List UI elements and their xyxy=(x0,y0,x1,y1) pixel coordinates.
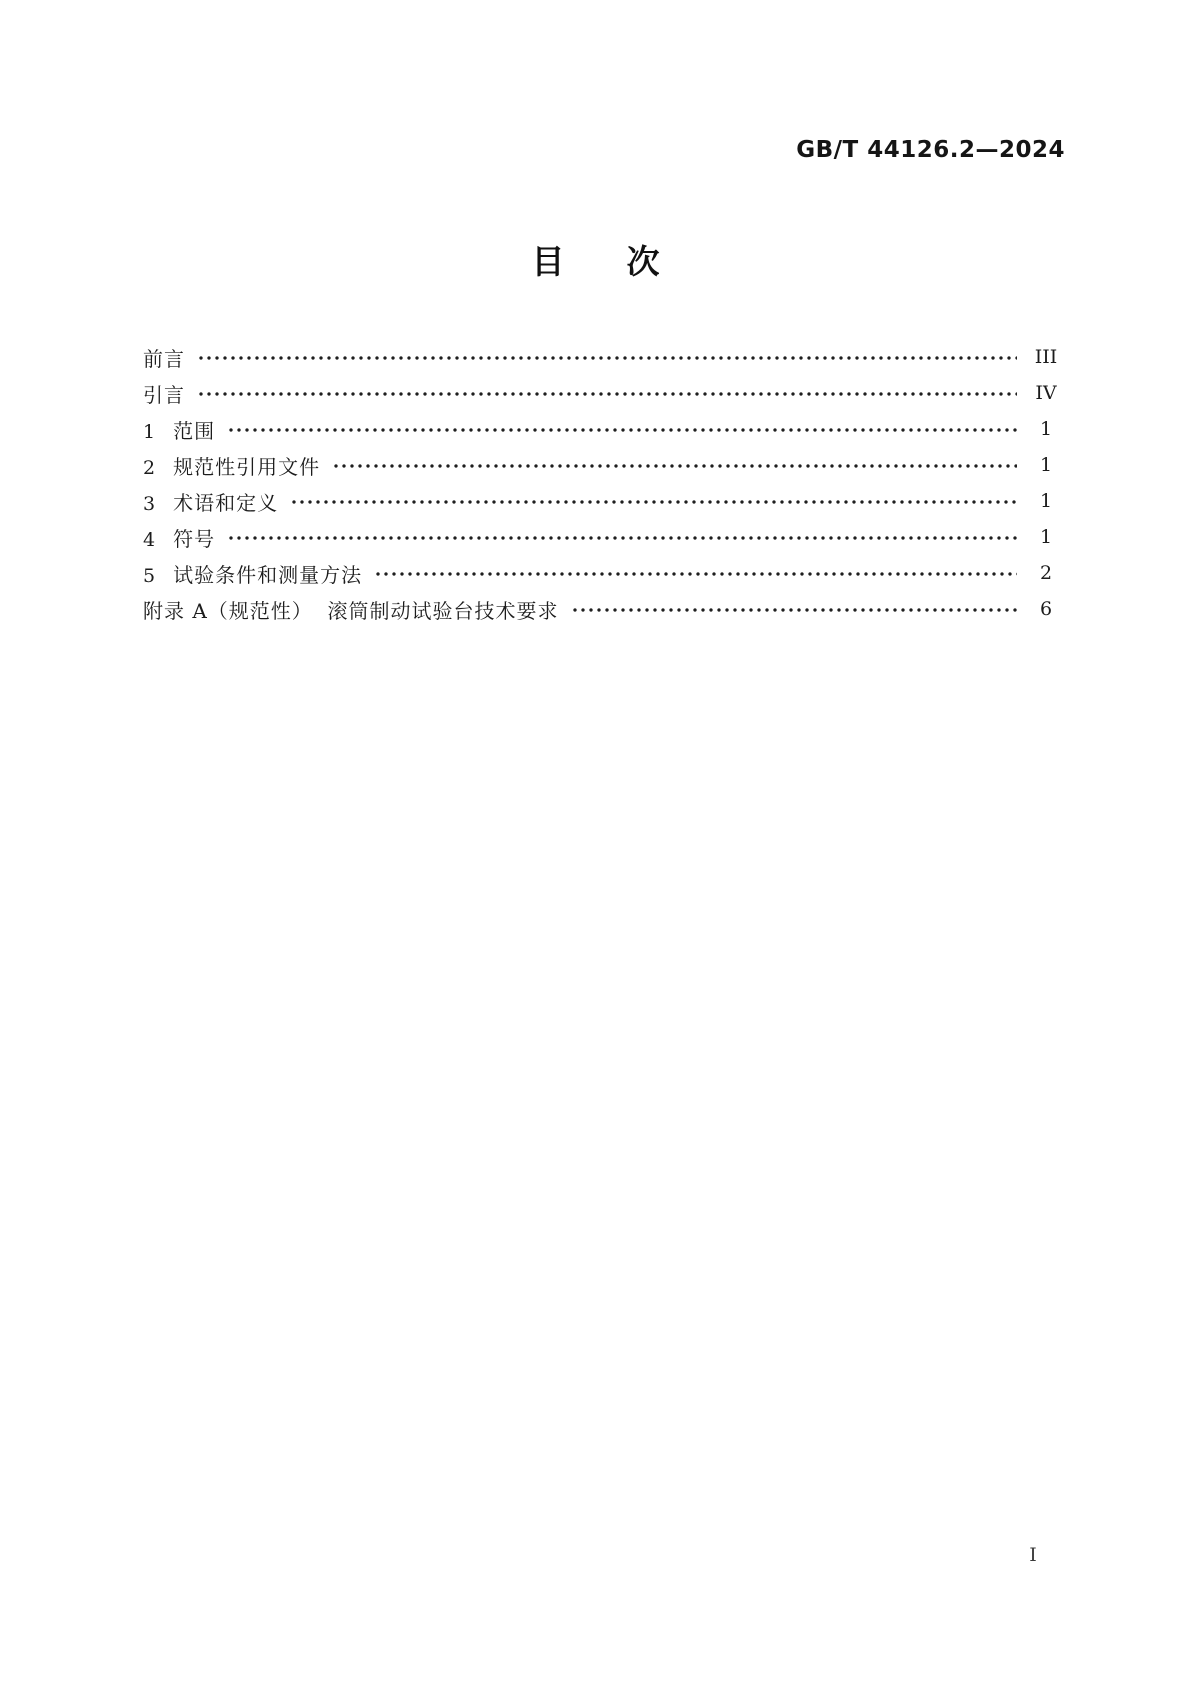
toc-entry-page: 1 xyxy=(1039,490,1053,512)
standard-code-header: GB/T 44126.2—2024 xyxy=(796,137,1065,163)
dot-leader xyxy=(197,384,1017,404)
toc-entry-label: 1 范围 xyxy=(143,418,216,443)
toc-entry-test-conditions xyxy=(143,555,1065,591)
toc-entry-label: 前言 xyxy=(143,346,185,371)
toc-entry-terms-definitions xyxy=(143,483,1065,519)
dot-leader xyxy=(227,528,1017,548)
dot-leader xyxy=(227,420,1017,440)
toc-entry-page: 1 xyxy=(1039,526,1053,548)
toc-entry-label: 附录 A（规范性） 滚筒制动试验台技术要求 xyxy=(143,598,559,623)
toc-entry-page: III xyxy=(1034,346,1058,368)
toc-entry-label: 3 术语和定义 xyxy=(143,490,279,515)
dot-leader xyxy=(332,456,1017,476)
toc-title-char-1: 目 xyxy=(531,242,565,281)
toc-entry-label: 5 试验条件和测量方法 xyxy=(143,562,363,587)
dot-leader xyxy=(374,564,1017,584)
toc-entry-page: 1 xyxy=(1039,454,1053,476)
toc-entry-page: 6 xyxy=(1039,598,1053,620)
toc-entry-page: IV xyxy=(1035,382,1057,404)
toc-entry-foreword xyxy=(143,339,1065,375)
toc-title-char-2: 次 xyxy=(626,242,660,281)
table-of-contents xyxy=(143,339,1065,627)
toc-entry-page: 2 xyxy=(1039,562,1053,584)
dot-leader xyxy=(290,492,1017,512)
toc-title xyxy=(0,243,1191,281)
toc-entry-introduction xyxy=(143,375,1065,411)
toc-entry-label: 2 规范性引用文件 xyxy=(143,454,321,479)
toc-entry-label: 引言 xyxy=(143,382,185,407)
toc-entry-page: 1 xyxy=(1039,418,1053,440)
toc-entry-scope xyxy=(143,411,1065,447)
toc-entry-annex-a xyxy=(143,591,1065,627)
page-number-footer: I xyxy=(1029,1544,1037,1566)
toc-entry-symbols xyxy=(143,519,1065,555)
toc-entry-normative-references xyxy=(143,447,1065,483)
dot-leader xyxy=(197,348,1017,368)
dot-leader xyxy=(571,600,1017,620)
toc-entry-label: 4 符号 xyxy=(143,526,216,551)
